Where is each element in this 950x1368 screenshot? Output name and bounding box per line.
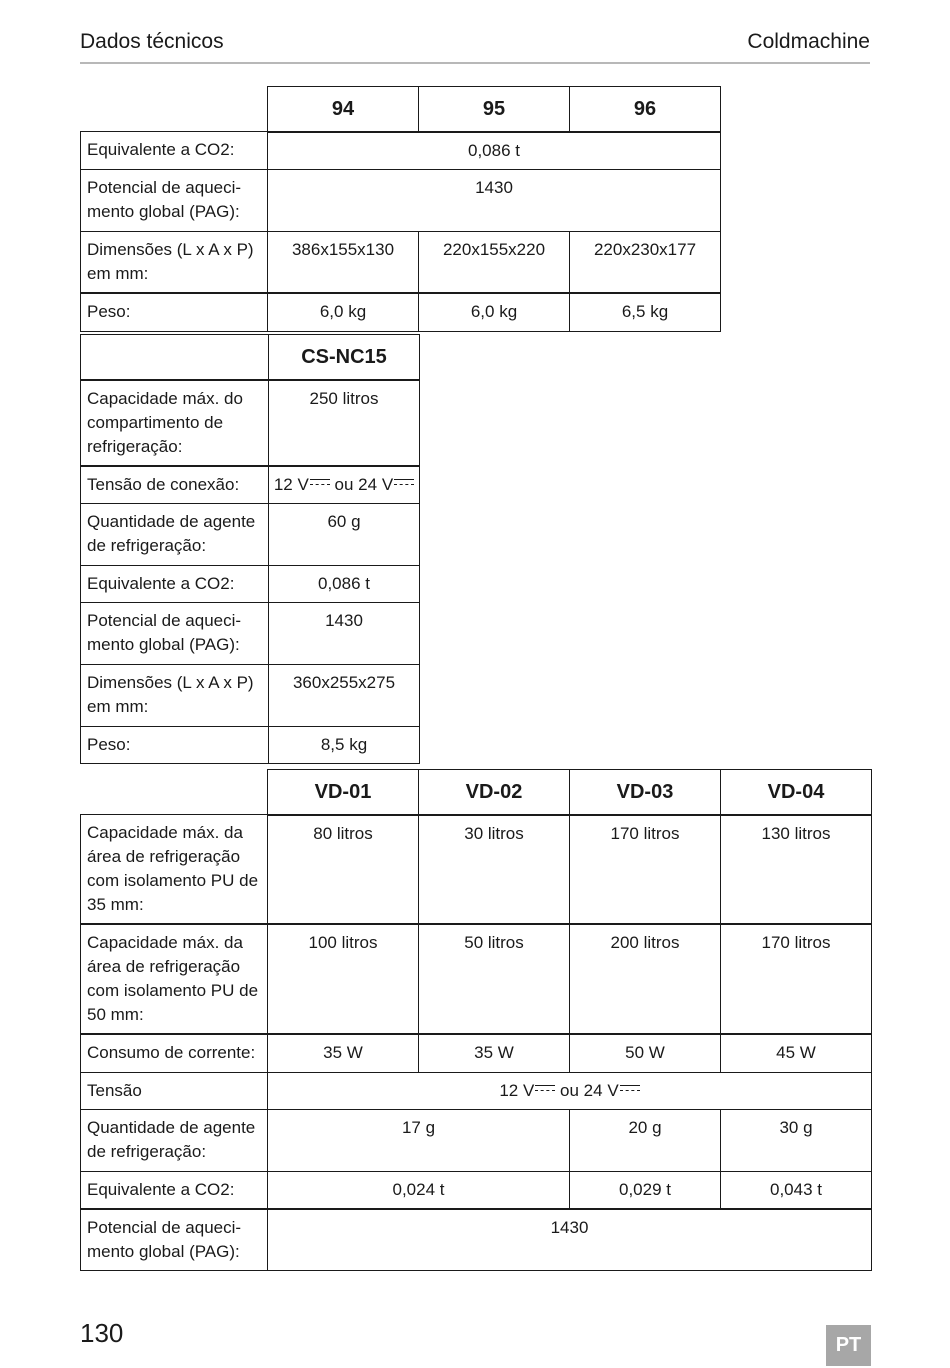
row-label bbox=[81, 1109, 268, 1171]
direct-current-icon bbox=[535, 1083, 555, 1095]
row-label: Tensão bbox=[81, 1072, 268, 1109]
product-name: Coldmachine bbox=[747, 30, 870, 53]
row-label bbox=[81, 170, 268, 232]
row-value: 130 litros bbox=[721, 815, 872, 925]
row-value: 1430 bbox=[268, 1209, 872, 1271]
row-label: Peso: bbox=[81, 293, 268, 331]
row-label bbox=[81, 603, 269, 665]
table-row bbox=[81, 665, 420, 727]
row-label bbox=[81, 924, 268, 1034]
language-badge: PT bbox=[826, 1325, 871, 1366]
label-text: Dimensões (L x A x P) em mm: bbox=[87, 240, 254, 283]
row-value bbox=[268, 1072, 872, 1109]
table-row bbox=[81, 603, 420, 665]
row-value: 50 litros bbox=[419, 924, 570, 1034]
row-value: 6,0 kg bbox=[419, 293, 570, 331]
row-value: 360x255x275 bbox=[269, 665, 420, 727]
row-value: 17 g bbox=[268, 1109, 570, 1171]
row-value: 250 litros bbox=[269, 380, 420, 466]
label-text: Capacidade máx. do compartimento de refrigeração: bbox=[87, 388, 243, 456]
table-row bbox=[81, 815, 872, 925]
row-value: 20 g bbox=[570, 1109, 721, 1171]
table-row bbox=[81, 1109, 872, 1171]
row-value: 30 g bbox=[721, 1109, 872, 1171]
table-row bbox=[81, 1171, 872, 1209]
direct-current-icon bbox=[310, 477, 330, 489]
row-value bbox=[269, 466, 420, 504]
label-text: Dimensões (L x A x P) em mm: bbox=[87, 673, 254, 716]
row-value: 100 litros bbox=[268, 924, 419, 1034]
direct-current-icon bbox=[620, 1083, 640, 1095]
spec-table-cs-nc15 bbox=[80, 334, 420, 764]
table-row bbox=[81, 504, 420, 566]
voltage-value: 12 V bbox=[499, 1080, 535, 1100]
voltage-value: ou 24 V bbox=[555, 1080, 619, 1100]
page-number: 130 bbox=[80, 1318, 124, 1348]
row-value: 50 W bbox=[570, 1034, 721, 1072]
model-header: 95 bbox=[419, 87, 570, 132]
row-label: Peso: bbox=[81, 727, 269, 764]
row-label: Equivalente a CO2: bbox=[81, 132, 268, 170]
section-title: Dados técnicos bbox=[80, 30, 224, 53]
row-value: 6,5 kg bbox=[570, 293, 721, 331]
row-value: 0,043 t bbox=[721, 1171, 872, 1209]
table-row bbox=[81, 293, 721, 331]
row-value: 30 litros bbox=[419, 815, 570, 925]
blank-header-cell bbox=[81, 335, 269, 380]
label-text: Capacidade máx. da área de refrigeração com isolamento PU de 50 mm: bbox=[87, 933, 259, 1024]
row-value: 35 W bbox=[419, 1034, 570, 1072]
voltage-value: ou 24 V bbox=[329, 474, 394, 494]
table-row bbox=[81, 232, 721, 294]
table-row bbox=[81, 466, 420, 504]
table-row bbox=[81, 727, 420, 764]
blank-header-cell bbox=[81, 770, 268, 815]
spec-table-94-96 bbox=[80, 86, 721, 332]
table-row bbox=[81, 132, 721, 170]
table-row bbox=[81, 380, 420, 466]
table-row bbox=[81, 1072, 872, 1109]
row-value: 170 litros bbox=[721, 924, 872, 1034]
label-text: Potencial de aqueci- mento global (PAG): bbox=[87, 1217, 242, 1261]
row-value: 0,086 t bbox=[268, 132, 721, 170]
row-value: 6,0 kg bbox=[268, 293, 419, 331]
table-row bbox=[81, 1034, 872, 1072]
row-value: 0,024 t bbox=[268, 1171, 570, 1209]
table-row bbox=[81, 924, 872, 1034]
row-value: 1430 bbox=[269, 603, 420, 665]
row-value: 8,5 kg bbox=[269, 727, 420, 764]
row-label: Equivalente a CO2: bbox=[81, 566, 269, 603]
model-header: 94 bbox=[268, 87, 419, 132]
row-label: Equivalente a CO2: bbox=[81, 1171, 268, 1209]
row-label bbox=[81, 665, 269, 727]
row-value: 1430 bbox=[268, 170, 721, 232]
row-value: 0,029 t bbox=[570, 1171, 721, 1209]
label-text: Quantidade de agente de refrigeração: bbox=[87, 512, 256, 555]
voltage-value: 12 V bbox=[273, 474, 309, 494]
model-header: VD-04 bbox=[721, 770, 872, 815]
row-label bbox=[81, 232, 268, 294]
row-value: 45 W bbox=[721, 1034, 872, 1072]
row-value: 35 W bbox=[268, 1034, 419, 1072]
row-value: 220x230x177 bbox=[570, 232, 721, 294]
label-text: Quantidade de agente de refrigeração: bbox=[87, 1117, 256, 1161]
row-value: 80 litros bbox=[268, 815, 419, 925]
row-value: 0,086 t bbox=[269, 566, 420, 603]
model-header: 96 bbox=[570, 87, 721, 132]
direct-current-icon bbox=[394, 477, 414, 489]
row-label bbox=[81, 504, 269, 566]
row-label: Tensão de conexão: bbox=[81, 466, 269, 504]
page-header bbox=[80, 30, 870, 64]
table-row bbox=[81, 1209, 872, 1271]
label-text: Potencial de aqueci- mento global (PAG): bbox=[87, 178, 242, 221]
blank-header-cell bbox=[81, 87, 268, 132]
model-header: CS-NC15 bbox=[269, 335, 420, 380]
row-value: 200 litros bbox=[570, 924, 721, 1034]
row-label bbox=[81, 380, 269, 466]
model-header: VD-03 bbox=[570, 770, 721, 815]
row-label: Consumo de corrente: bbox=[81, 1034, 268, 1072]
table-row bbox=[81, 170, 721, 232]
label-text: Potencial de aqueci- mento global (PAG): bbox=[87, 611, 242, 654]
row-value: 60 g bbox=[269, 504, 420, 566]
row-value: 220x155x220 bbox=[419, 232, 570, 294]
table-row bbox=[81, 566, 420, 603]
row-label bbox=[81, 1209, 268, 1271]
spec-table-vd bbox=[80, 769, 872, 1271]
model-header: VD-01 bbox=[268, 770, 419, 815]
row-value: 386x155x130 bbox=[268, 232, 419, 294]
label-text: Capacidade máx. da área de refrigeração com isolamento PU de 35 mm: bbox=[87, 823, 259, 914]
row-label bbox=[81, 815, 268, 925]
model-header: VD-02 bbox=[419, 770, 570, 815]
row-value: 170 litros bbox=[570, 815, 721, 925]
